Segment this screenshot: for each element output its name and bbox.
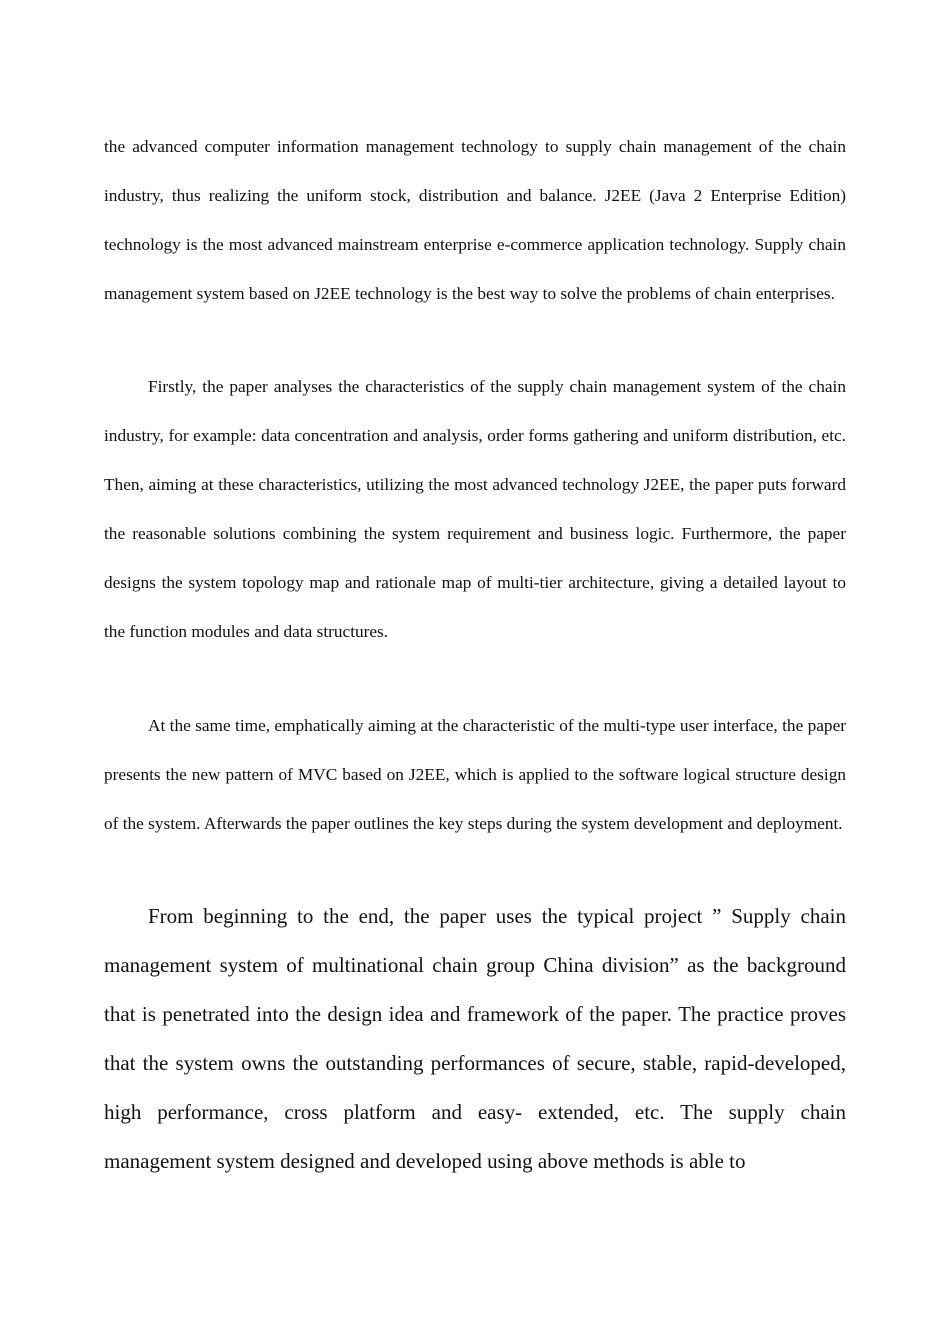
- paragraph-mvc-pattern: At the same time, emphatically aiming at the characteristic of the multi-type user interface, the paper presents the new pattern of MVC based on J2EE, which is applied to the software logical structure design of the system. Afterwards the paper outlines the key steps during the system development and deployment.: [104, 716, 846, 833]
- paragraph-typical-project: From beginning to the end, the paper uses the typical project ” Supply chain management system of multinational chain group China division” as the background that is penetrated into the design idea and framework of the paper. The practice proves that the system owns the outstanding performances of secure, stable, rapid-developed, high performance, cross platform and easy- extended, etc. The supply chain management system designed and developed using above methods is able to: [104, 904, 846, 1173]
- paragraph-intro-continuation: the advanced computer information management technology to supply chain management of the chain industry, thus realizing the uniform stock, distribution and balance. J2EE (Java 2 Enterprise Edition) technology is the most advanced mainstream enterprise e-commerce application technology. Supply chain management system based on J2EE technology is the best way to solve the problems of chain enterprises.: [104, 137, 846, 303]
- paragraph-characteristics: Firstly, the paper analyses the characteristics of the supply chain management system of the chain industry, for example: data concentration and analysis, order forms gathering and uniform distribution, etc. Then, aiming at these characteristics, utilizing the most advanced technology J2EE, the paper puts forward the reasonable solutions combining the system requirement and business logic. Furthermore, the paper designs the system topology map and rationale map of multi-tier architecture, giving a detailed layout to the function modules and data structures.: [104, 377, 846, 641]
